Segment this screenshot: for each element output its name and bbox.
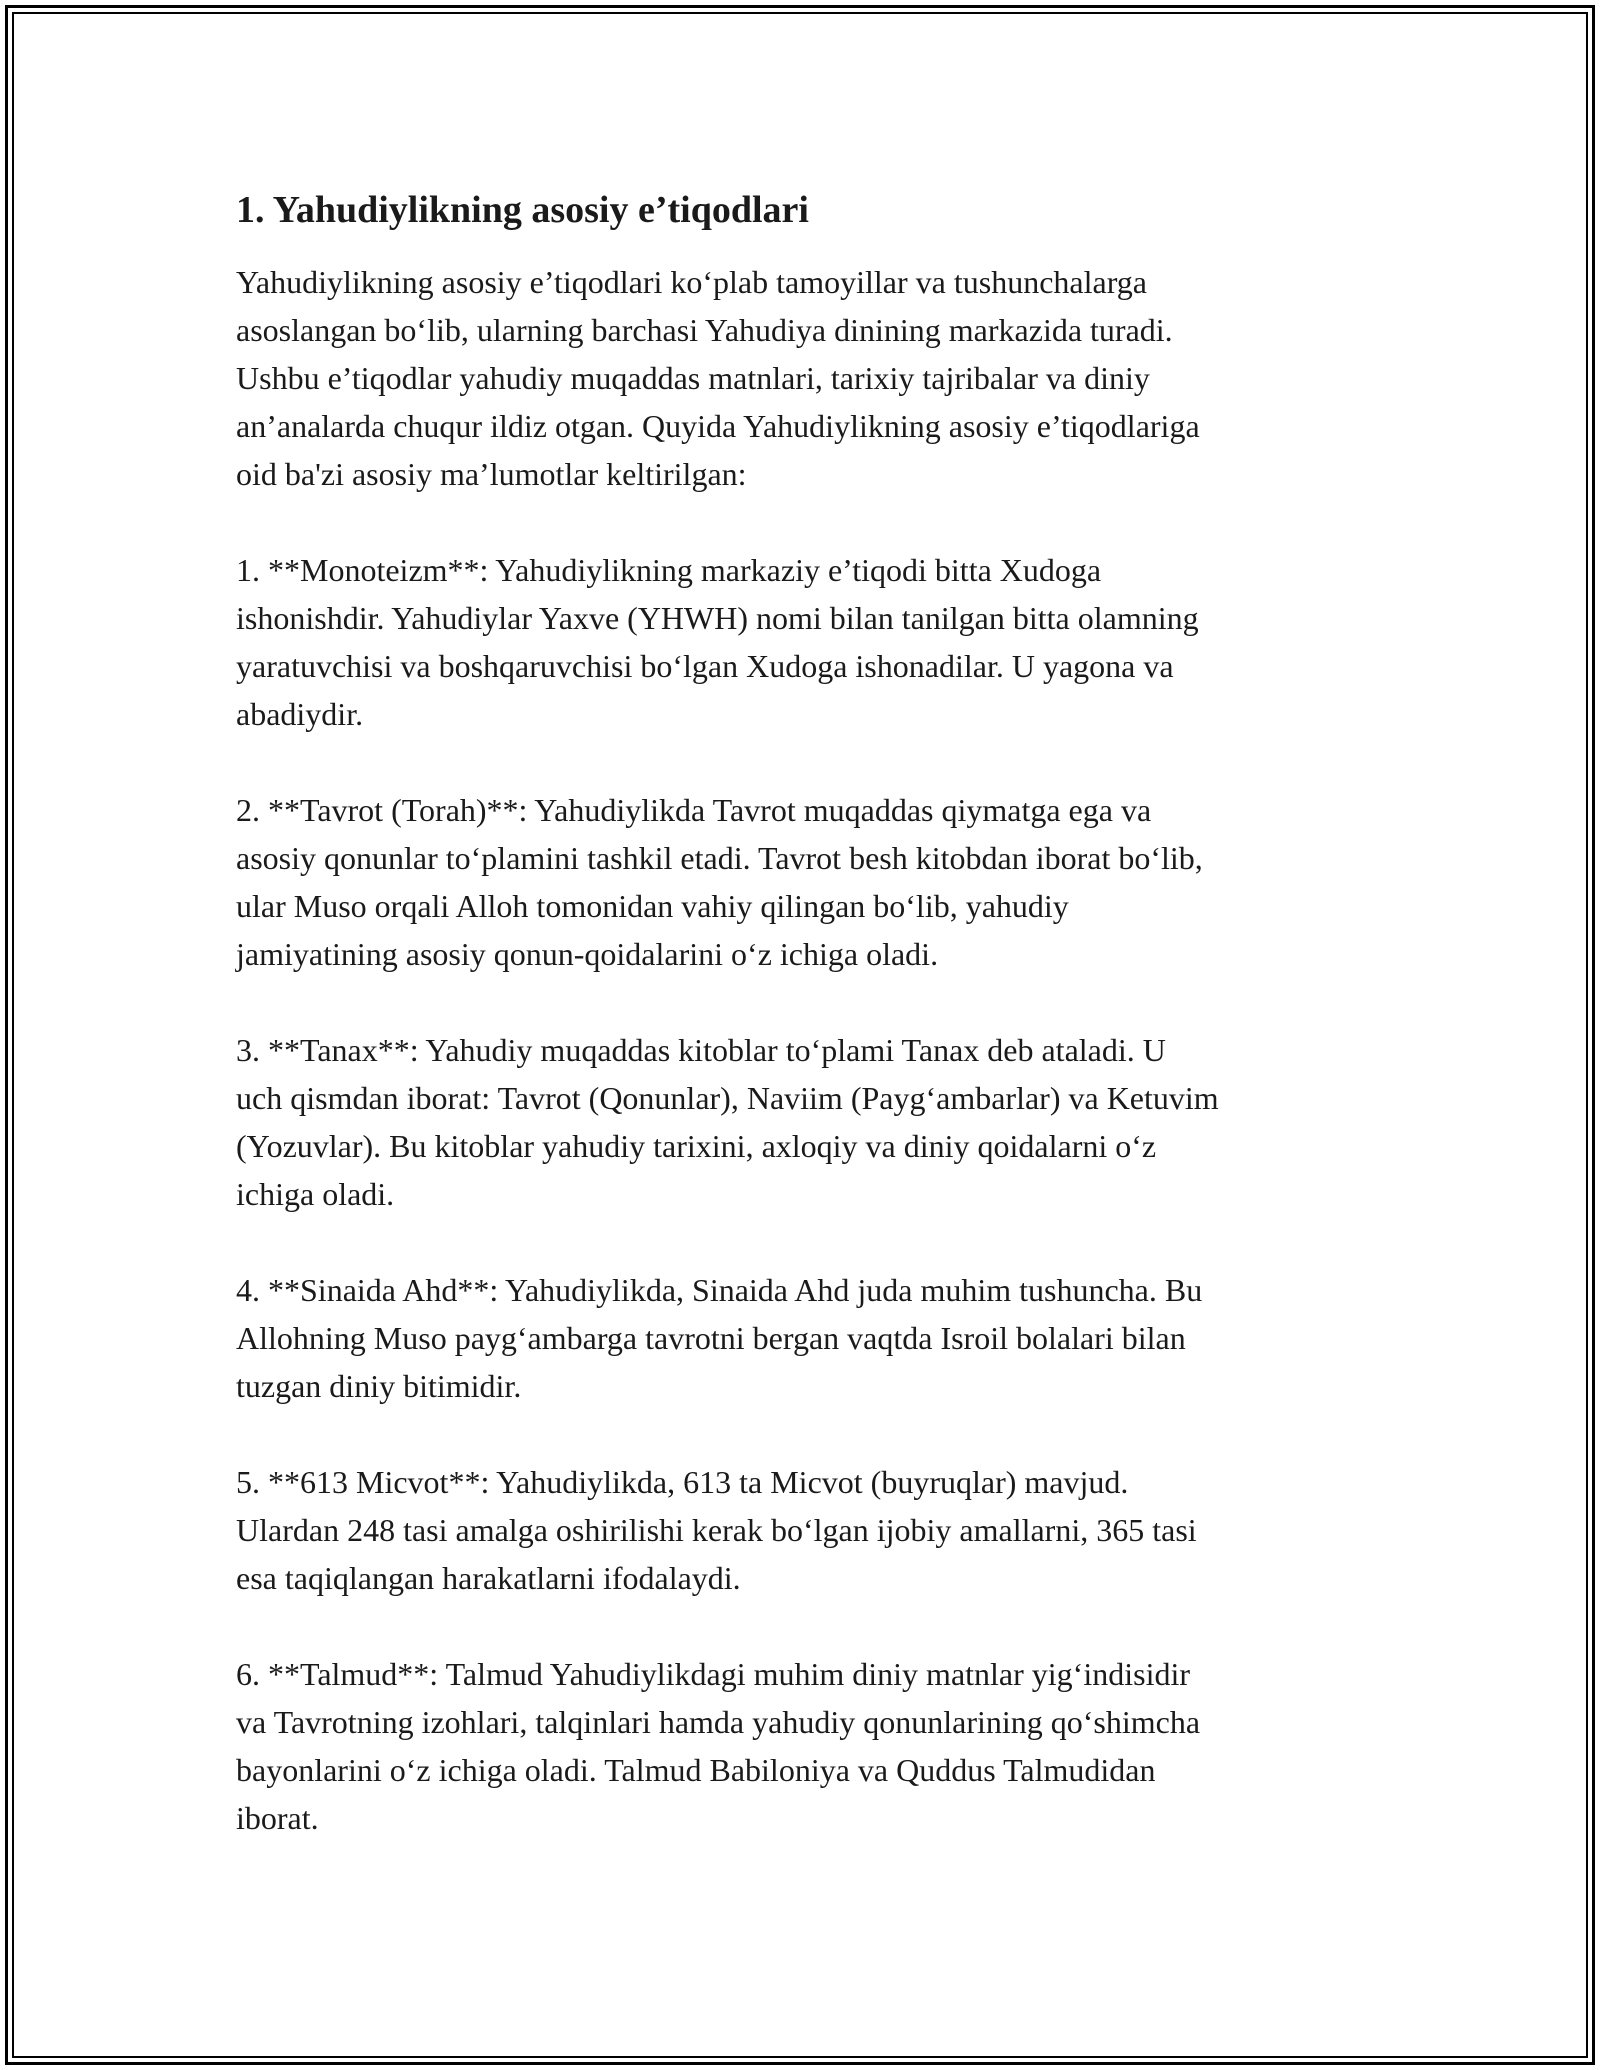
text-line: an’analarda chuqur ildiz otgan. Quyida Yahudiylikning asosiy e’tiqodlariga — [236, 408, 1200, 444]
text-line: asosiy qonunlar to‘plamini tashkil etadi. Tavrot besh kitobdan iborat bo‘lib, — [236, 840, 1203, 876]
text-line: asoslangan bo‘lib, ularning barchasi Yahudiya dinining markazida turadi. — [236, 312, 1173, 348]
text-line: uch qismdan iborat: Tavrot (Qonunlar), Naviim (Payg‘ambarlar) va Ketuvim — [236, 1080, 1219, 1116]
text-line: ular Muso orqali Alloh tomonidan vahiy qilingan bo‘lib, yahudiy — [236, 888, 1069, 924]
list-item-mitzvot — [236, 1458, 1376, 1602]
text-line: iborat. — [236, 1800, 319, 1836]
text-line: Yahudiylikning asosiy e’tiqodlari ko‘plab tamoyillar va tushunchalarga — [236, 264, 1147, 300]
list-item-tanakh — [236, 1026, 1376, 1218]
text-line: ichiga oladi. — [236, 1176, 395, 1212]
text-line: yaratuvchisi va boshqaruvchisi bo‘lgan Xudoga ishonadilar. U yagona va — [236, 648, 1174, 684]
text-line: esa taqiqlangan harakatlarni ifodalaydi. — [236, 1560, 741, 1596]
text-line: 5. **613 Micvot**: Yahudiylikda, 613 ta Micvot (buyruqlar) mavjud. — [236, 1464, 1129, 1500]
text-line: oid ba'zi asosiy ma’lumotlar keltirilgan: — [236, 456, 747, 492]
document-content — [236, 186, 1376, 1890]
text-line: bayonlarini o‘z ichiga oladi. Talmud Babiloniya va Quddus Talmudidan — [236, 1752, 1156, 1788]
text-line: 3. **Tanax**: Yahudiy muqaddas kitoblar to‘plami Tanax deb ataladi. U — [236, 1032, 1166, 1068]
text-line: jamiyatining asosiy qonun-qoidalarini o‘z ichiga oladi. — [236, 936, 939, 972]
list-item-torah — [236, 786, 1376, 978]
list-item-talmud — [236, 1650, 1376, 1842]
list-item-sinai-covenant — [236, 1266, 1376, 1410]
text-line: ishonishdir. Yahudiylar Yaxve (YHWH) nomi bilan tanilgan bitta olamning — [236, 600, 1199, 636]
text-line: 6. **Talmud**: Talmud Yahudiylikdagi muhim diniy matnlar yig‘indisidir — [236, 1656, 1190, 1692]
text-line: 4. **Sinaida Ahd**: Yahudiylikda, Sinaida Ahd juda muhim tushuncha. Bu — [236, 1272, 1203, 1308]
text-line: tuzgan diniy bitimidir. — [236, 1368, 522, 1404]
text-line: va Tavrotning izohlari, talqinlari hamda yahudiy qonunlarining qo‘shimcha — [236, 1704, 1201, 1740]
list-item-monotheism — [236, 546, 1376, 738]
text-line: 2. **Tavrot (Torah)**: Yahudiylikda Tavrot muqaddas qiymatga ega va — [236, 792, 1152, 828]
text-line: abadiydir. — [236, 696, 364, 732]
text-line: Ulardan 248 tasi amalga oshirilishi kerak bo‘lgan ijobiy amallarni, 365 tasi — [236, 1512, 1197, 1548]
text-line: Allohning Muso payg‘ambarga tavrotni bergan vaqtda Isroil bolalari bilan — [236, 1320, 1186, 1356]
text-line: 1. **Monoteizm**: Yahudiylikning markaziy e’tiqodi bitta Xudoga — [236, 552, 1102, 588]
section-heading: 1. Yahudiylikning asosiy e’tiqodlari — [236, 189, 809, 231]
intro-paragraph — [236, 258, 1376, 498]
text-line: Ushbu e’tiqodlar yahudiy muqaddas matnlari, tarixiy tajribalar va diniy — [236, 360, 1150, 396]
text-line: (Yozuvlar). Bu kitoblar yahudiy tarixini, axloqiy va diniy qoidalarni o‘z — [236, 1128, 1157, 1164]
